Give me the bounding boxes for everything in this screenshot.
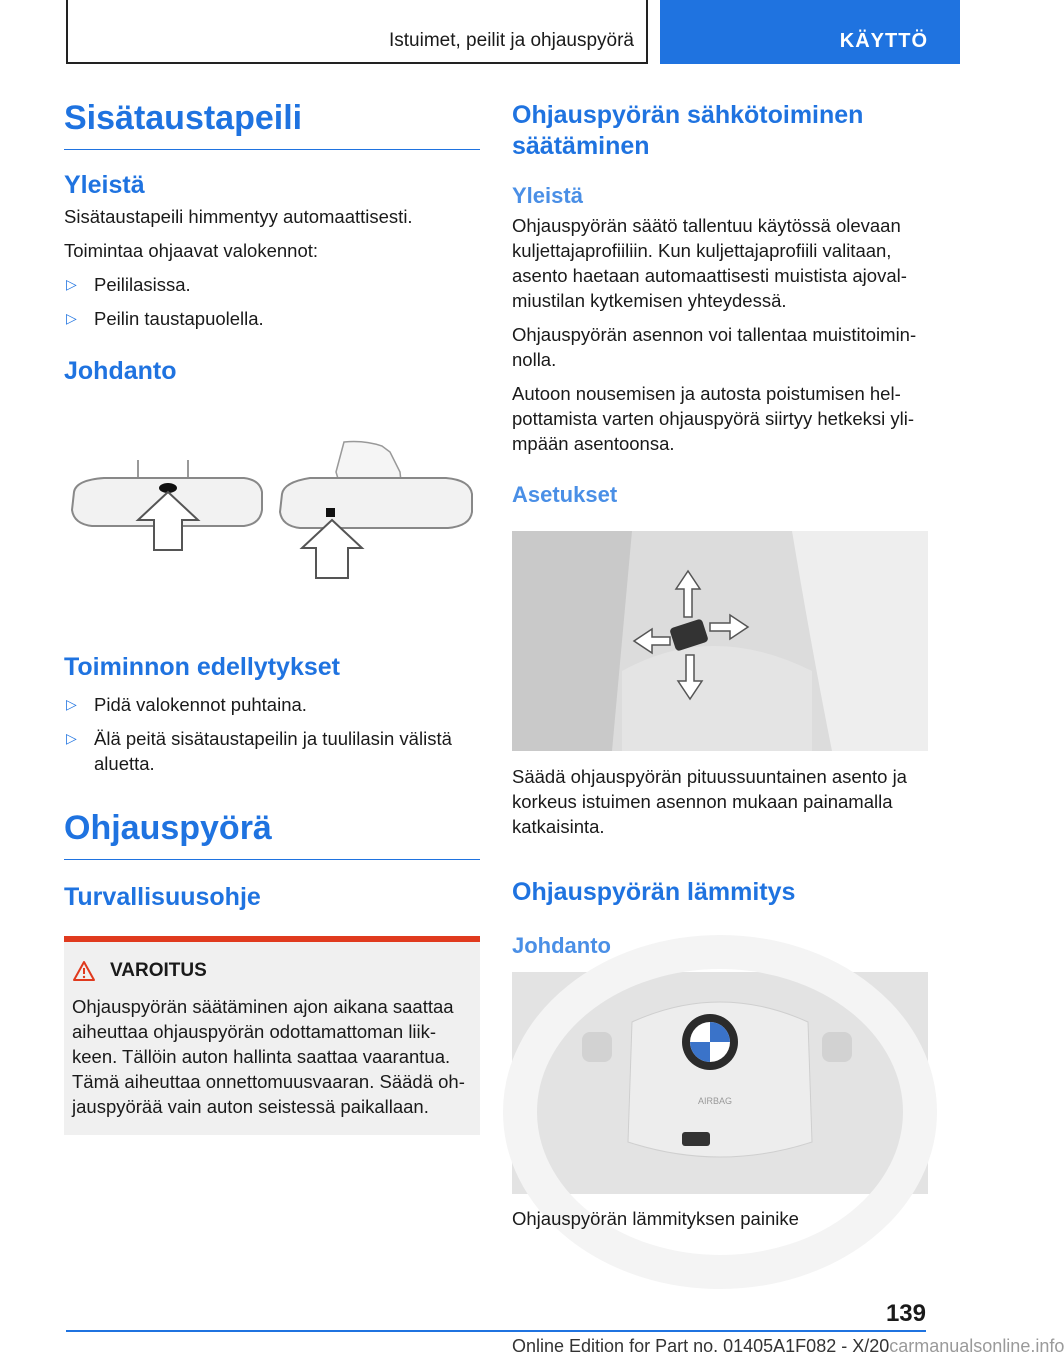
section-title-electric-adjust: Ohjauspyörän sähkötoiminen säätäminen <box>512 101 864 160</box>
heating-caption: Ohjauspyörän lämmityksen painike <box>512 1208 799 1229</box>
heading-requirements: Toiminnon edellytykset <box>64 653 340 681</box>
list-item: ▷ Älä peitä sisätaustapeilin ja tuulilasin välistä aluetta. <box>66 728 452 774</box>
heading-settings: Asetukset <box>512 482 618 508</box>
list-item: ▷ Pidä valokennot puhtaina. <box>66 694 307 715</box>
triangle-bullet-icon: ▷ <box>66 730 77 746</box>
mirror-sensor-illustration <box>64 432 480 582</box>
header-chapter-tab <box>660 0 960 64</box>
settings-caption-block <box>512 764 928 959</box>
footer-divider <box>66 1330 926 1332</box>
footer-watermark: carmanualsonline.info <box>889 1336 1064 1356</box>
sensor-list <box>64 272 480 331</box>
warning-triangle-icon <box>72 960 96 982</box>
heading-general: Yleistä <box>64 171 145 200</box>
section-title-heating: Ohjauspyörän lämmitys <box>512 878 796 906</box>
header-chapter-label: KÄYTTÖ <box>839 30 928 52</box>
header-section-title: Istuimet, peilit ja ohjauspyörä <box>388 30 634 51</box>
list-item: ▷ Peililasissa. <box>66 274 191 296</box>
settings-caption: Säädä ohjauspyörän pituussuuntainen asento ja korkeus istuimen asennon mukaan painamalla katkaisinta. <box>512 766 907 837</box>
airbag-label: AIRBAG <box>698 1096 733 1106</box>
heading-heating-intro: Johdanto <box>512 933 611 958</box>
requirements-block <box>64 652 480 776</box>
triangle-bullet-icon: ▷ <box>66 276 77 293</box>
heading-general-right: Yleistä <box>512 183 583 208</box>
page-number: 139 <box>885 1300 926 1327</box>
steering-heating-button-image <box>512 972 928 1194</box>
section-title-mirror: Sisätaustapeili <box>64 100 480 150</box>
right-column <box>512 100 928 509</box>
adjust-text-3: Autoon nousemisen ja autosta poistumisen helpottamista varten ohjauspyörä siirtyy hetkeksi ylimpään asentoonsa. <box>512 383 915 455</box>
header-section-box <box>66 0 648 64</box>
warning-box <box>64 936 480 1135</box>
adjust-text-2: Ohjauspyörän asennon voi tallentaa muistitoiminnolla. <box>512 324 917 371</box>
heading-introduction: Johdanto <box>64 357 177 386</box>
steering-adjust-switch-image <box>512 531 928 751</box>
footer-edition: Online Edition for Part no. 01405A1F082 - X/20carmanualsonline.info <box>512 1336 1064 1356</box>
left-column <box>64 100 480 386</box>
mirror-general-text-1: Sisätaustapeili himmentyy automaattisesti. <box>64 206 413 228</box>
section-title-steering-wheel: Ohjauspyörä <box>64 810 480 860</box>
requirements-list <box>64 692 480 776</box>
triangle-bullet-icon: ▷ <box>66 310 77 327</box>
list-item: ▷ Peilin taustapuolella. <box>66 308 264 330</box>
warning-title: VAROITUS <box>110 960 207 982</box>
mirror-general-text-2: Toimintaa ohjaavat valokennot: <box>64 240 319 262</box>
adjust-text-1: Ohjauspyörän säätö tallentuu käytössä olevaan kuljettajaprofiiliin. Kun kuljettajaprofiili valitaan, asento haetaan automaattisesti muistista ajovalmiustilan kytkemisen yhteydessä. <box>512 215 907 312</box>
triangle-bullet-icon: ▷ <box>66 696 77 712</box>
warning-text: Ohjauspyörän säätäminen ajon aikana saattaa aiheuttaa ohjauspyörän odottamattoman liikkeen. Tällöin auton hallinta saattaa vaarantua. Tämä aiheuttaa onnettomuusvaaran. Säädä ohjauspyörää vain auton seistessä paikallaan. <box>72 996 465 1118</box>
heading-safety: Turvallisuusohje <box>64 883 261 912</box>
steering-wheel-section <box>64 810 480 1135</box>
